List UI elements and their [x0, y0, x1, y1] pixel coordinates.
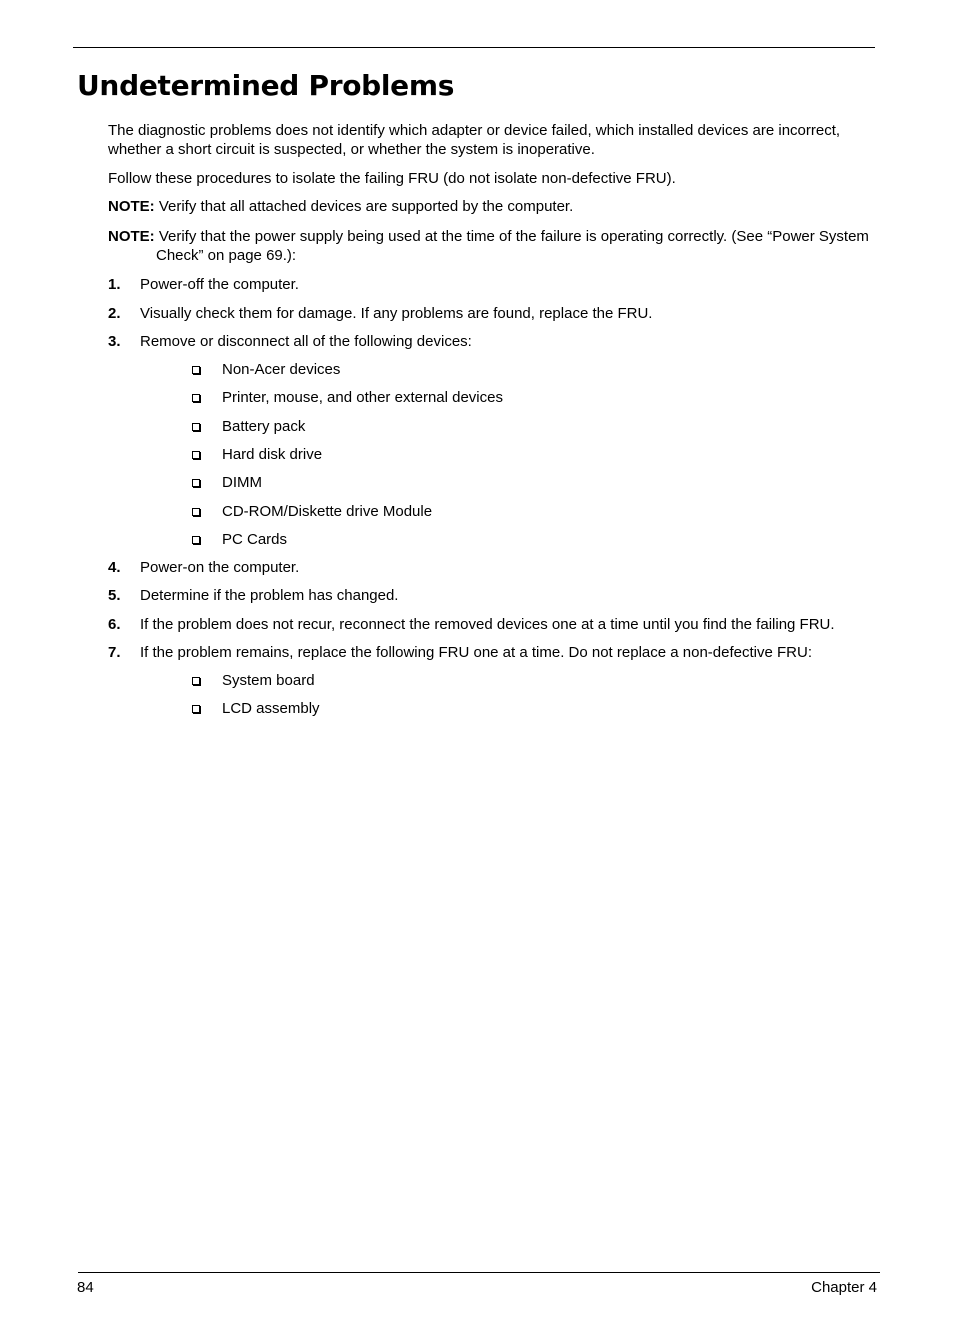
step-number: 3.: [108, 333, 121, 350]
step-text: Power-off the computer.: [140, 276, 299, 293]
step-item: [108, 304, 878, 323]
header-rule: [73, 47, 875, 48]
checkbox-icon: [192, 451, 200, 459]
device-list-item: [108, 530, 878, 549]
step-text: Visually check them for damage. If any problems are found, replace the FRU.: [140, 305, 653, 322]
footer-rule: [78, 1272, 880, 1273]
fru-label: LCD assembly: [222, 700, 320, 717]
step-text: If the problem remains, replace the following FRU one at a time. Do not replace a non-defective FRU:: [140, 644, 812, 661]
step-number: 6.: [108, 616, 121, 633]
procedure-list: [108, 275, 878, 718]
checkbox-icon: [192, 394, 200, 402]
page-title: Undetermined Problems: [77, 69, 455, 102]
step-number: 7.: [108, 644, 121, 661]
fru-label: System board: [222, 672, 315, 689]
step-number: 4.: [108, 559, 121, 576]
step-text: Determine if the problem has changed.: [140, 587, 399, 604]
step-item: [108, 586, 878, 605]
device-list-item: [108, 417, 878, 436]
checkbox-icon: [192, 366, 200, 374]
checkbox-icon: [192, 479, 200, 487]
checkbox-icon: [192, 423, 200, 431]
step-text: Remove or disconnect all of the following devices:: [140, 333, 472, 350]
device-label: PC Cards: [222, 531, 288, 548]
device-label: DIMM: [222, 474, 262, 491]
device-list-item: [108, 388, 878, 407]
note-text: Verify that the power supply being used at the time of the failure is operating correctly. (See “Power System Check” on page 69.):: [154, 228, 869, 264]
page-content: [108, 121, 878, 718]
intro-paragraph: The diagnostic problems does not identify which adapter or device failed, which installed devices are incorrect, whether a short circuit is suspected, or whether the system is inoperative.: [108, 122, 841, 158]
step-text: If the problem does not recur, reconnect the removed devices one at a time until you find the failing FRU.: [140, 616, 835, 633]
device-label: Non-Acer devices: [222, 361, 341, 378]
fru-list-item: [108, 671, 878, 690]
note: [108, 197, 878, 216]
device-label: Hard disk drive: [222, 446, 323, 463]
chapter-label: Chapter 4: [811, 1279, 877, 1296]
step-number: 2.: [108, 305, 121, 322]
step-item: [108, 615, 878, 634]
note-text: Verify that all attached devices are supported by the computer.: [154, 198, 574, 215]
device-list-item: [108, 502, 878, 521]
checkbox-icon: [192, 677, 200, 685]
device-list-item: [108, 473, 878, 492]
device-label: CD-ROM/Diskette drive Module: [222, 503, 433, 520]
note: [108, 227, 878, 265]
step-item: [108, 643, 878, 662]
device-label: Battery pack: [222, 418, 306, 435]
step-number: 5.: [108, 587, 121, 604]
note-label: NOTE:: [108, 198, 155, 215]
fru-list-item: [108, 699, 878, 718]
checkbox-icon: [192, 705, 200, 713]
checkbox-icon: [192, 536, 200, 544]
device-list-item: [108, 360, 878, 379]
device-list-item: [108, 445, 878, 464]
step-item: [108, 558, 878, 577]
step-item: [108, 275, 878, 294]
checkbox-icon: [192, 508, 200, 516]
note-label: NOTE:: [108, 228, 155, 245]
step-item: [108, 332, 878, 351]
step-number: 1.: [108, 276, 121, 293]
intro-paragraph: Follow these procedures to isolate the failing FRU (do not isolate non-defective FRU).: [108, 170, 676, 187]
page-number: 84: [77, 1279, 94, 1296]
device-label: Printer, mouse, and other external devices: [222, 389, 503, 406]
step-text: Power-on the computer.: [140, 559, 300, 576]
